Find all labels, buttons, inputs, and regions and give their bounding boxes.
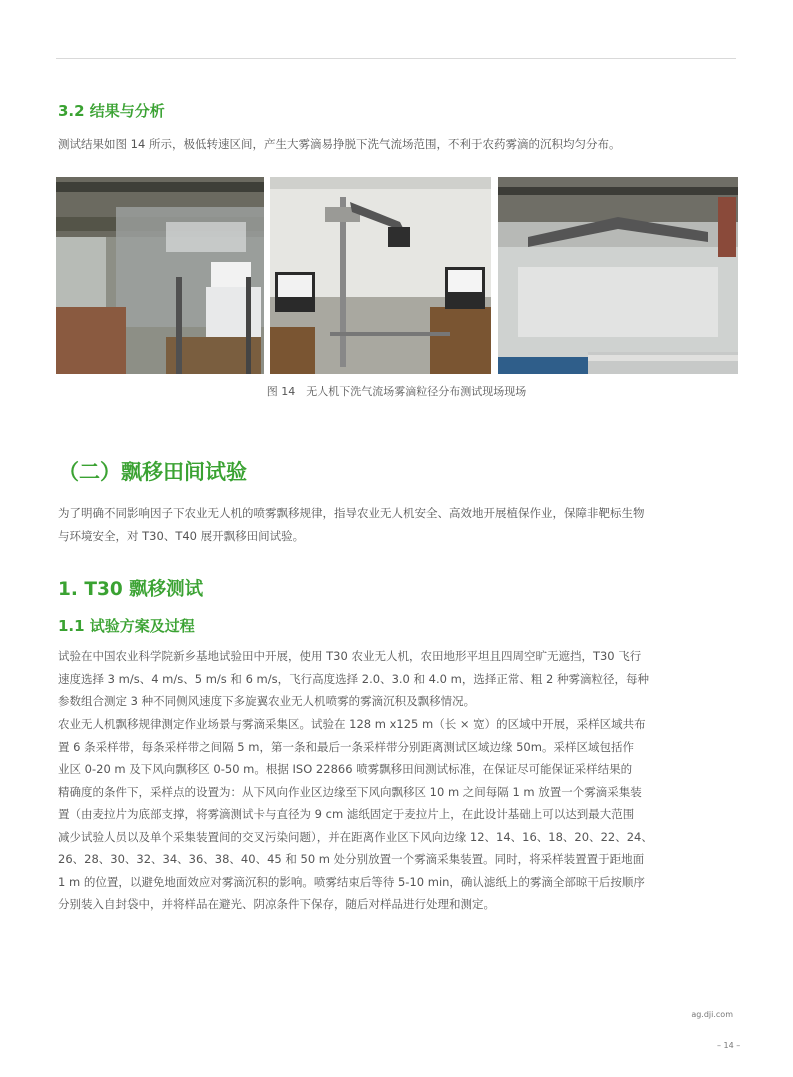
section-heading-3-2: 3.2 结果与分析 [58, 102, 165, 120]
page-number: – 14 – [717, 1041, 740, 1050]
text-line: 减少试验人员以及单个采集装置间的交叉污染问题），并在距离作业区下风向边缘 12、14、16、18、20、22、24、 [58, 829, 653, 844]
text-line: 试验在中国农业科学院新乡基地试验田中开展，使用 T30 农业无人机，农田地形平坦且四周空旷无遮挡，T30 飞行 [58, 649, 642, 663]
figure-caption: 图 14 无人机下洗气流场雾滴粒径分布测试现场现场 [266, 385, 527, 398]
mist-spray-photo [498, 177, 738, 374]
text-line: 测试结果如图 14 所示，极低转速区间，产生大雾滴易挣脱下洗气流场范围，不利于农药雾滴的沉积均匀分布。 [58, 137, 621, 151]
t30-paragraph-2 [58, 713, 748, 916]
subsection-heading-1-1: 1.1 试验方案及过程 [58, 617, 195, 635]
top-divider [56, 58, 736, 59]
sprayer-rig-photo [56, 177, 264, 374]
section-two-heading: （二）飘移田间试验 [58, 460, 247, 484]
drone-arm-stand-photo [270, 177, 491, 374]
text-line: 为了明确不同影响因子下农业无人机的喷雾飘移规律，指导农业无人机安全、高效地开展植保作业，保障非靶标生物 [58, 506, 645, 520]
t30-heading: 1. T30 飘移测试 [58, 579, 204, 600]
text-line: 业区 0-20 m 及下风向飘移区 0-50 m。根据 ISO 22866 喷雾飘移田间测试标准，在保证尽可能保证采样结果的 [58, 762, 633, 776]
footer-url: ag.dji.com [691, 1010, 733, 1019]
text-line: 精确度的条件下，采样点的设置为：从下风向作业区边缘至下风向飘移区 10 m 之间每隔 1 m 放置一个雾滴采集装 [58, 784, 642, 799]
text-line: 与环境安全，对 T30、T40 展开飘移田间试验。 [58, 528, 305, 543]
text-line: 置（由麦拉片为底部支撑，将雾滴测试卡与直径为 9 cm 滤纸固定于麦拉片上，在此设计基础上可以达到最大范围 [58, 807, 635, 821]
text-line: 置 6 条采样带，每条采样带之间隔 5 m，第一条和最后一条采样带分别距离测试区域边缘 50m。采样区域包括作 [58, 739, 634, 754]
text-line: 26、28、30、32、34、36、38、40、45 和 50 m 处分别放置一个雾滴采集装置。同时，将采样装置置于距地面 [58, 852, 645, 866]
text-line: 农业无人机飘移规律测定作业场景与雾滴采集区。试验在 128 m x125 m（长 × 宽）的区域中开展，采样区域共布 [58, 717, 646, 731]
section-two-text [58, 502, 748, 547]
text-line: 速度选择 3 m/s、4 m/s、5 m/s 和 6 m/s，飞行高度选择 2.0、3.0 和 4.0 m，选择正常、粗 2 种雾滴粒径，每种 [58, 671, 649, 686]
section-3-2-text [58, 133, 748, 156]
text-line: 分别装入自封袋中，并将样品在避光、阴凉条件下保存，随后对样品进行处理和测定。 [58, 897, 495, 911]
text-line: 1 m 的位置，以避免地面效应对雾滴沉积的影响。喷雾结束后等待 5-10 min，确认滤纸上的雾滴全部晾干后按顺序 [58, 874, 645, 889]
t30-paragraph-1 [58, 645, 748, 713]
text-line: 参数组合测定 3 种不同侧风速度下多旋翼农业无人机喷雾的雾滴沉积及飘移情况。 [58, 694, 476, 708]
